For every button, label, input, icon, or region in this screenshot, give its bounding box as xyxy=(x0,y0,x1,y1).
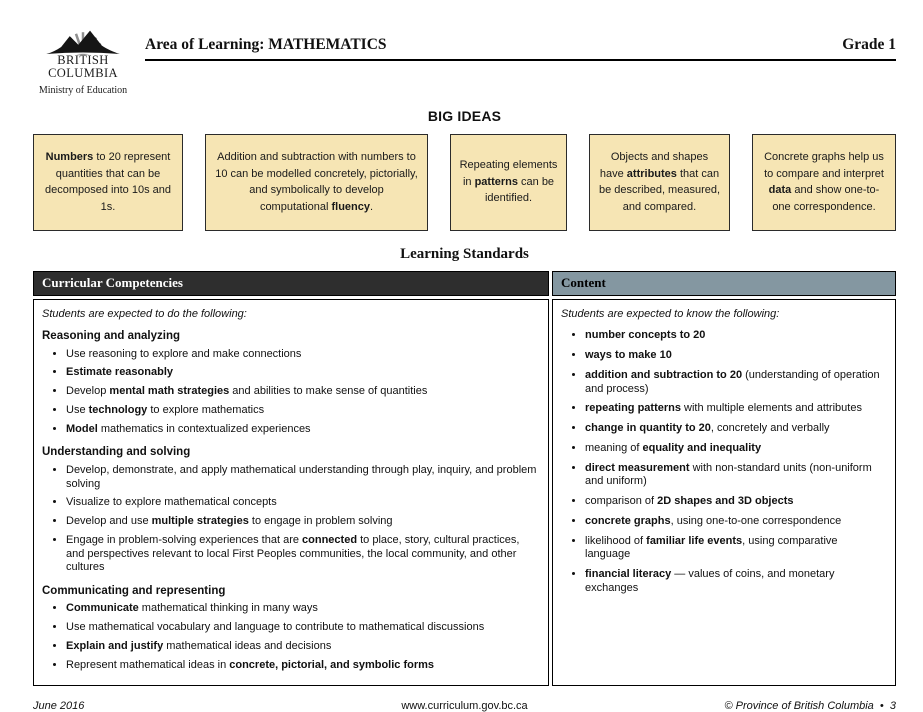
competency-section xyxy=(42,584,538,672)
curricular-sections xyxy=(42,329,538,672)
footer-date: June 2016 xyxy=(33,700,85,712)
bullet-item: • Develop mental math strategies and abilities to make sense of quantities xyxy=(66,385,538,399)
bullet-item: • Visualize to explore mathematical concepts xyxy=(66,496,538,510)
bullet-item: • Use technology to explore mathematics xyxy=(66,404,538,418)
bullet-item: • meaning of equality and inequality xyxy=(585,442,885,456)
bullet-item: • financial literacy — values of coins, and monetary exchanges xyxy=(585,568,885,596)
bullet-item: • repeating patterns with multiple elements and attributes xyxy=(585,402,885,416)
content-cell xyxy=(552,299,896,687)
bc-logo-icon xyxy=(44,10,122,56)
header-title-block xyxy=(145,10,896,61)
bullet-item: • Explain and justify mathematical ideas and decisions xyxy=(66,640,538,654)
competency-section xyxy=(42,445,538,575)
big-idea-box: Numbers to 20 represent quantities that can be decomposed into 10s and 1s. xyxy=(33,134,183,231)
footer-separator: • xyxy=(879,700,884,712)
big-idea-box: Addition and subtraction with numbers to 10 can be modelled concretely, pictorially, and symbolically to develop computational fluency. xyxy=(205,134,428,231)
bullet-item: • concrete graphs, using one-to-one correspondence xyxy=(585,515,885,529)
bullet-item: • likelihood of familiar life events, using comparative language xyxy=(585,535,885,563)
content-header: Content xyxy=(552,271,896,296)
curricular-competencies-cell xyxy=(33,299,549,687)
bullet-item: • ways to make 10 xyxy=(585,349,885,363)
big-idea-box: Repeating elements in patterns can be identified. xyxy=(450,134,567,231)
competency-section-heading: Communicating and representing xyxy=(42,585,226,597)
footer-copyright: © Province of British Columbia • 3 xyxy=(724,700,897,712)
curricular-competencies-header: Curricular Competencies xyxy=(33,271,549,296)
bullet-item: • Develop and use multiple strategies to engage in problem solving xyxy=(66,515,538,529)
bullet-item: • direct measurement with non-standard units (non-uniform and uniform) xyxy=(585,462,885,490)
page-header xyxy=(33,10,896,96)
big-idea-box: Concrete graphs help us to compare and interpret data and show one-to-one correspondence. xyxy=(752,134,896,231)
footer-url: www.curriculum.gov.bc.ca xyxy=(401,700,528,712)
logo-tagline: Ministry of Education xyxy=(38,84,128,96)
logo-wordmark: BRITISH COLUMBIA xyxy=(48,53,118,80)
learning-standards-heading: Learning Standards xyxy=(400,245,529,262)
footer-page-number: 3 xyxy=(889,700,897,712)
page-footer xyxy=(33,700,896,712)
grade-label: Grade 1 xyxy=(842,36,896,53)
big-idea-box: Objects and shapes have attributes that can be described, measured, and compared. xyxy=(589,134,730,231)
curricular-intro: Students are expected to do the following: xyxy=(42,307,247,320)
bullet-item: • comparison of 2D shapes and 3D objects xyxy=(585,495,885,509)
bullet-item: • Use reasoning to explore and make connections xyxy=(66,348,538,362)
page-title: Area of Learning: MATHEMATICS xyxy=(145,36,387,53)
content-intro: Students are expected to know the following: xyxy=(561,307,780,320)
learning-standards-table xyxy=(33,271,896,687)
bullet-item: • Develop, demonstrate, and apply mathematical understanding through play, inquiry, and problem solving xyxy=(66,464,538,492)
content-bullets xyxy=(561,329,885,595)
bc-government-logo xyxy=(33,10,133,96)
competency-section-heading: Understanding and solving xyxy=(42,446,191,459)
competency-bullets xyxy=(42,464,538,575)
bullet-item: • addition and subtraction to 20 (understanding of operation and process) xyxy=(585,369,885,397)
competency-bullets xyxy=(42,602,538,672)
title-rule-row xyxy=(145,36,896,61)
competency-section-heading: Reasoning and analyzing xyxy=(42,330,181,343)
bullet-item: • Model mathematics in contextualized experiences xyxy=(66,423,538,437)
bullet-item: • Represent mathematical ideas in concrete, pictorial, and symbolic forms xyxy=(66,659,538,673)
bullet-item: • change in quantity to 20, concretely and verbally xyxy=(585,422,885,436)
competency-bullets xyxy=(42,348,538,437)
big-ideas-boxes xyxy=(33,134,896,231)
bullet-item: • Estimate reasonably xyxy=(66,366,538,380)
big-ideas-heading: BIG IDEAS xyxy=(427,107,502,124)
bullet-item: • Engage in problem-solving experiences that are connected to place, story, cultural practices, and perspectives relevant to local First Peoples communities, the local community, and other cultures xyxy=(66,534,538,575)
bullet-item: • Use mathematical vocabulary and language to contribute to mathematical discussions xyxy=(66,621,538,635)
bullet-item: • Communicate mathematical thinking in many ways xyxy=(66,602,538,616)
competency-section xyxy=(42,329,538,436)
bullet-item: • number concepts to 20 xyxy=(585,329,885,343)
